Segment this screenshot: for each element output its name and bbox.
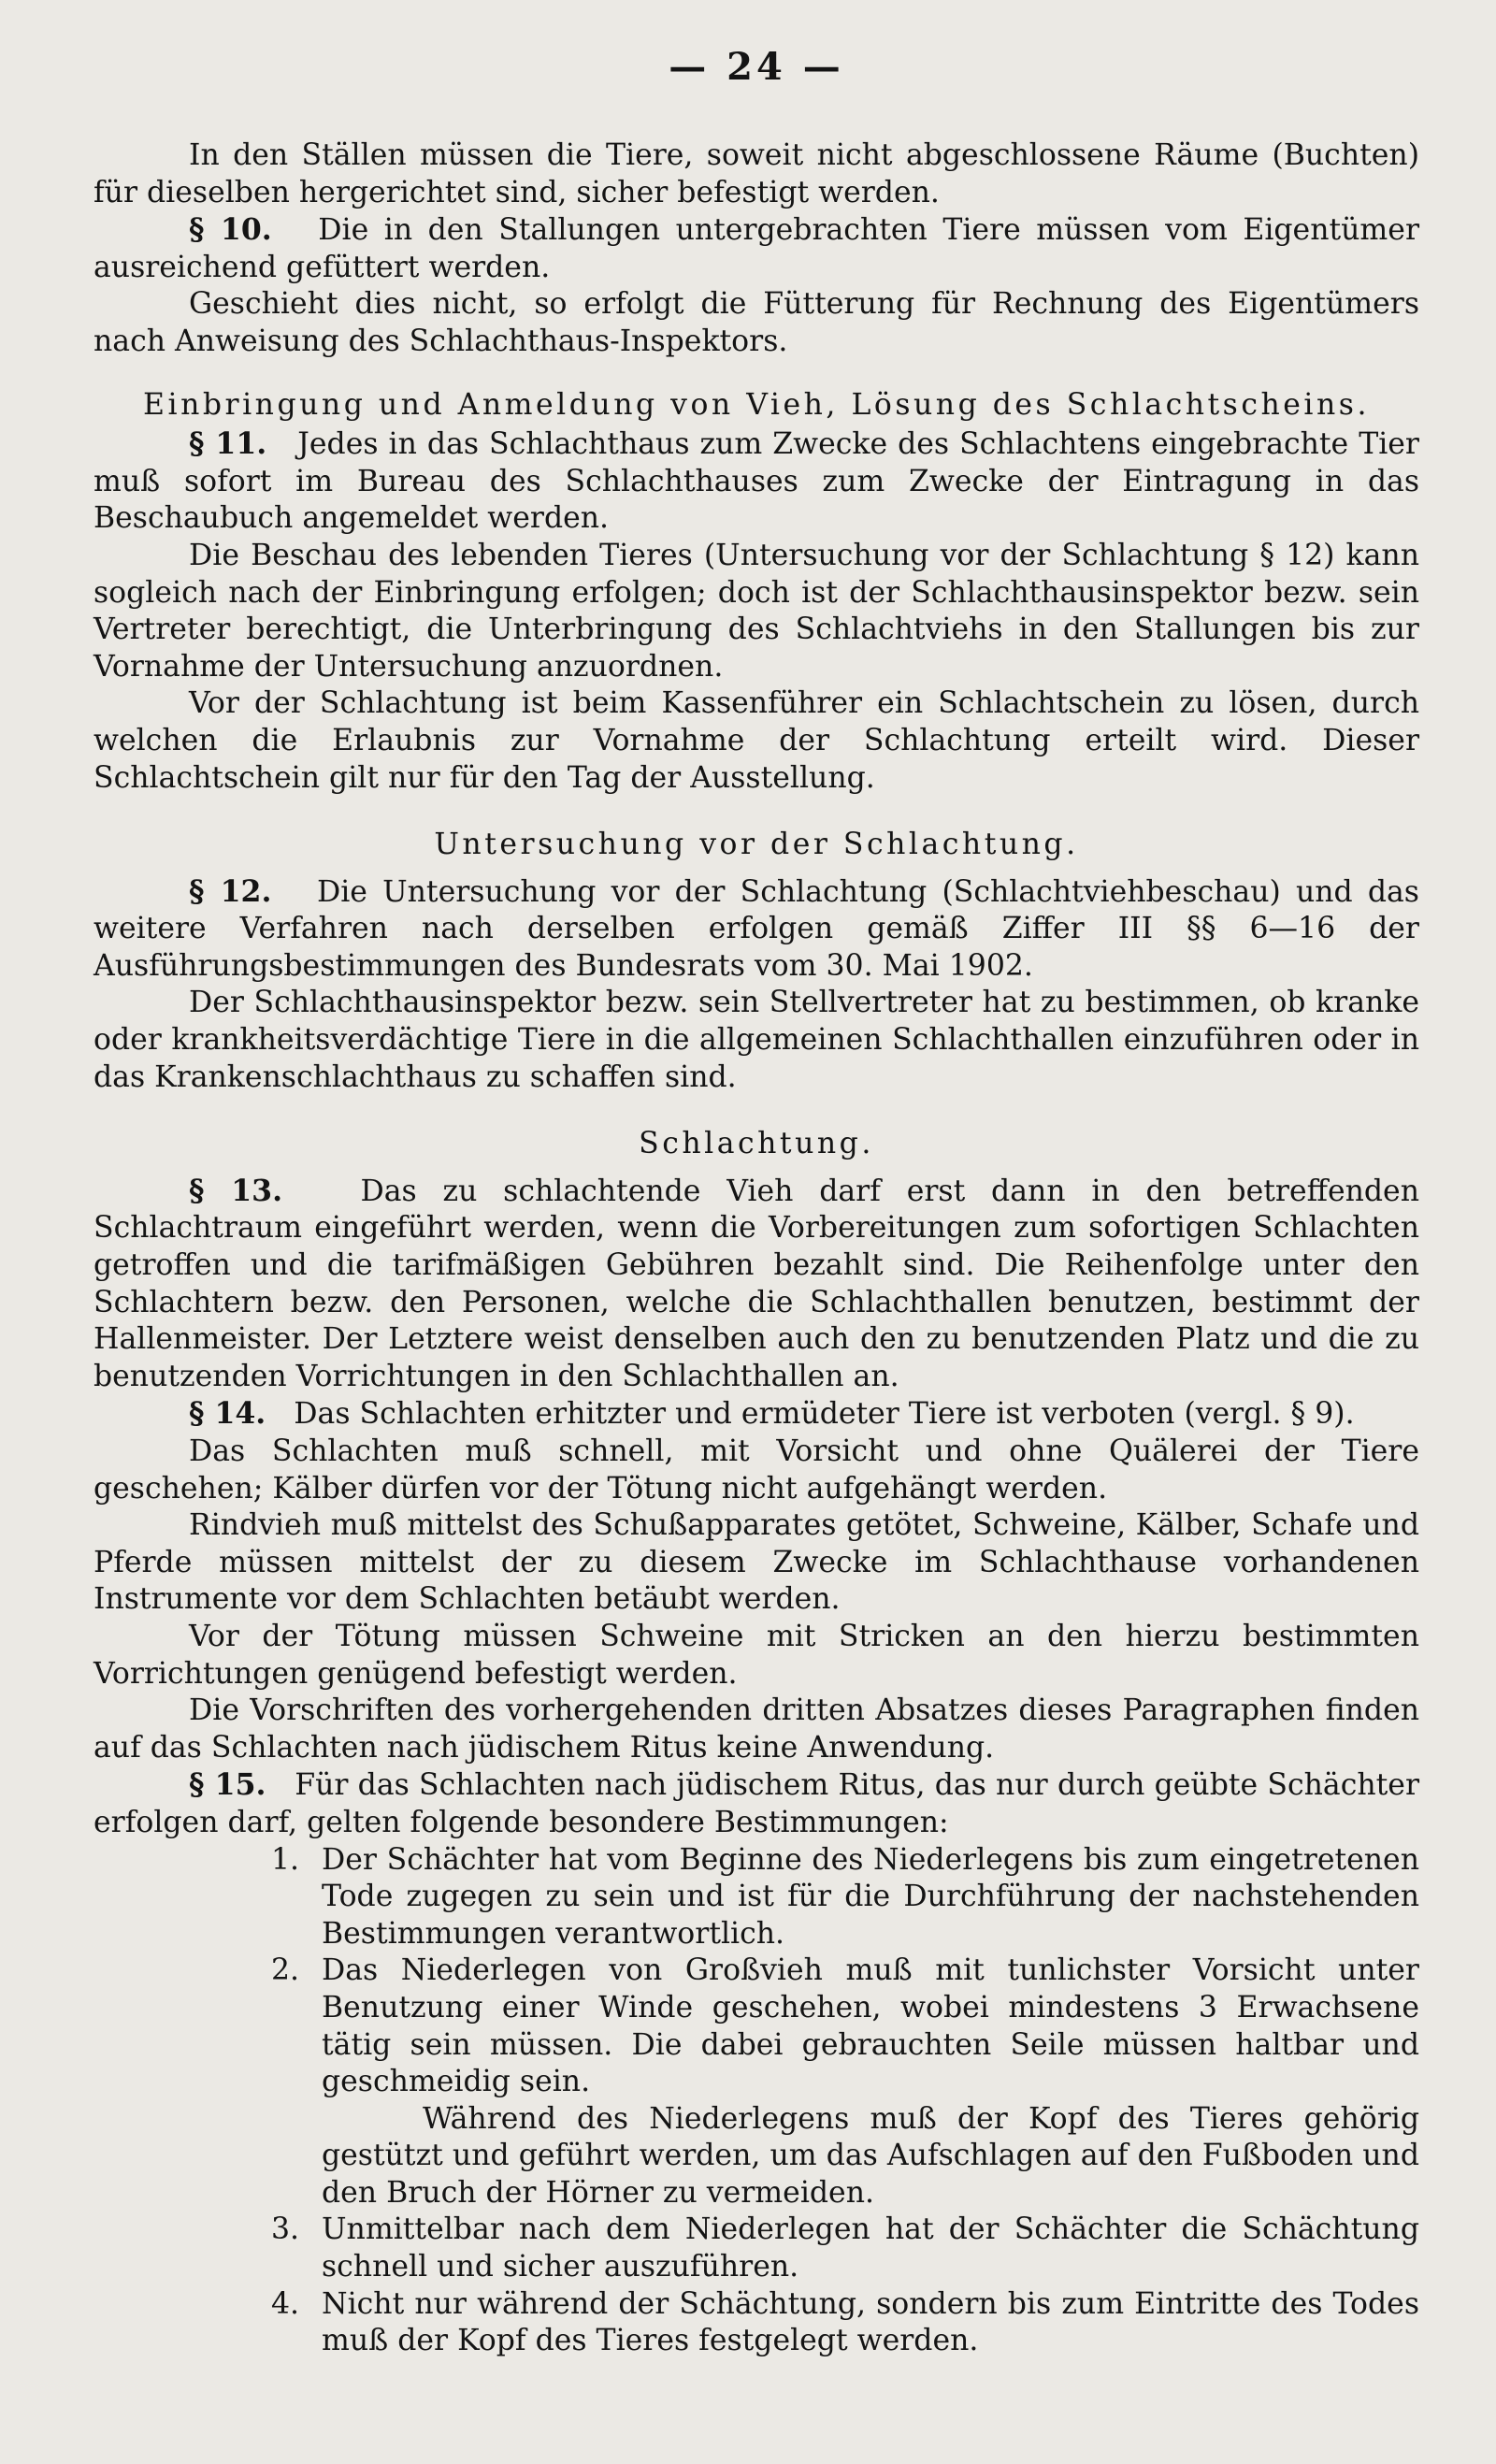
list-item xyxy=(271,2212,1419,2285)
document-body xyxy=(94,137,1419,2360)
paragraph-stalls: In den Ställen müssen die Tiere, soweit nicht abgeschlossene Räume (Buchten) für dieselben hergerichtet sind, sicher befestigt werden. xyxy=(94,138,1419,209)
heading-einbringung: Einbringung und Anmeldung von Vieh, Lösung des Schlachtscheins. xyxy=(143,387,1370,422)
section-14 xyxy=(94,1395,1419,1434)
heading-untersuchung: Untersuchung vor der Schlachtung. xyxy=(434,828,1079,862)
list-item-number: 2. xyxy=(271,1953,300,1988)
paragraph-schnell: Das Schlachten muß schnell, mit Vorsicht und ohne Quälerei der Tiere geschehen; Kälber dürfen vor der Tötung nicht aufgehängt werden. xyxy=(94,1434,1419,1506)
paragraph-schlachtschein: Vor der Schlachtung ist beim Kassenführer ein Schlachtschein zu lösen, durch welchen die Erlaubnis zur Vornahme der Schlachtung erteilt wird. Dieser Schlachtschein gilt nur für den Tag der Ausstellung. xyxy=(94,686,1419,795)
list-item xyxy=(271,1952,1419,2100)
section-number: § 12. xyxy=(189,873,272,909)
section-14-text: Das Schlachten erhitzter und ermüdeter Tiere ist verboten (vergl. § 9). xyxy=(294,1397,1355,1432)
section-12 xyxy=(94,873,1419,986)
list-item-subparagraph: Während des Niederlegens muß der Kopf des Tieres gehörig gestützt und geführt werden, um das Aufschlagen auf den Fußboden und den Bruch der Hörner zu vermeiden. xyxy=(322,2101,1419,2210)
section-11 xyxy=(94,425,1419,538)
list-item-text: Nicht nur während der Schächtung, sondern bis zum Eintritte des Todes muß der Kopf des Tieres festgelegt werden. xyxy=(322,2286,1419,2358)
list-item-number: 4. xyxy=(271,2286,300,2321)
paragraph-feeding: Geschieht dies nicht, so erfolgt die Fütterung für Rechnung des Eigentümers nach Anweisung des Schlachthaus-Inspektors. xyxy=(94,287,1419,358)
section-15-text: Für das Schlachten nach jüdischem Ritus, das nur durch geübte Schächter erfolgen darf, gelten folgende besondere Bestimmungen: xyxy=(94,1768,1420,1839)
section-number: § 15. xyxy=(189,1767,266,1803)
section-13 xyxy=(94,1173,1419,1396)
paragraph-beschau: Die Beschau des lebenden Tieres (Untersuchung vor der Schlachtung § 12) kann sogleich nach der Einbringung erfolgen; doch ist der Schlachthausinspektor bezw. sein Vertreter berechtigt, die Unterbringung des Schlachtviehs in den Stallungen bis zur Vornahme der Untersuchung anzuordnen. xyxy=(94,538,1419,684)
section-11-text: Jedes in das Schlachthaus zum Zwecke des Schlachtens eingebrachte Tier muß sofort im Bureau des Schlachthauses zum Zwecke der Eintragung in das Beschaubuch angemeldet werden. xyxy=(94,427,1419,536)
list-item-text: Unmittelbar nach dem Niederlegen hat der Schächter die Schächtung schnell und sicher auszuführen. xyxy=(322,2212,1419,2284)
list-item-text: Der Schächter hat vom Beginne des Niederlegens bis zum eingetretenen Tode zugegen zu sein und ist für die Durchführung der nachstehenden Bestimmungen verantwortlich. xyxy=(322,1842,1419,1951)
paragraph-schweine: Vor der Tötung müssen Schweine mit Stricken an den hierzu bestimmten Vorrichtungen genügend befestigt werden. xyxy=(94,1619,1419,1691)
section-12-text: Die Untersuchung vor der Schlachtung (Schlachtviehbeschau) und das weitere Verfahren nach derselben erfolgen gemäß Ziffer III §§ 6—16 der Ausführungsbestimmungen des Bundesrats vom 30. Mai 1902. xyxy=(94,874,1419,983)
paragraph-ritus-ausnahme: Die Vorschriften des vorhergehenden dritten Absatzes dieses Paragraphen finden auf das Schlachten nach jüdischem Ritus keine Anwendung. xyxy=(94,1693,1419,1765)
section-number: § 11. xyxy=(189,426,267,462)
list-item-number: 3. xyxy=(271,2212,300,2247)
list-item xyxy=(271,1842,1419,1953)
section-10-text: Die in den Stallungen untergebrachten Tiere müssen vom Eigentümer ausreichend gefüttert werden. xyxy=(94,213,1420,284)
section-number: § 14. xyxy=(189,1396,266,1432)
heading-schlachtung: Schlachtung. xyxy=(639,1127,874,1161)
page-number: — 24 — xyxy=(669,45,844,89)
section-number: § 10. xyxy=(189,212,272,248)
section-10 xyxy=(94,211,1419,286)
list-item xyxy=(271,2286,1419,2360)
list-item-number: 1. xyxy=(271,1842,300,1877)
section-number: § 13. xyxy=(189,1173,283,1208)
section-15 xyxy=(94,1766,1419,1841)
list-item-text: Das Niederlegen von Großvieh muß mit tunlichster Vorsicht unter Benutzung einer Winde geschehen, wobei mindestens 3 Erwachsene tätig sein müssen. Die dabei gebrauchten Seile müssen haltbar und geschmeidig sein. xyxy=(322,1953,1419,2099)
paragraph-inspektor: Der Schlachthausinspektor bezw. sein Stellvertreter hat zu bestimmen, ob kranke oder krankheitsverdächtige Tiere in die allgemeinen Schlachthallen einzuführen oder in das Krankenschlachthaus zu schaffen sind. xyxy=(94,986,1419,1094)
paragraph-schussapparat: Rindvieh muß mittelst des Schußapparates getötet, Schweine, Kälber, Schafe und Pferde müssen mittelst der zu diesem Zwecke im Schlachthause vorhandenen Instrumente vor dem Schlachten betäubt werden. xyxy=(94,1508,1419,1617)
section-13-text: Das zu schlachtende Vieh darf erst dann in den betreffenden Schlachtraum eingeführt werden, wenn die Vorbereitungen zum sofortigen Schlachten getroffen und die tarifmäßigen Gebühren bezahlt sind. Die Reihenfolge unter den Schlachtern bezw. den Personen, welche die Schlachthallen benutzen, bestimmt der Hallenmeister. Der Letztere weist denselben auch den zu benutzenden Platz und die zu benutzenden Vorrichtungen in den Schlachthallen an. xyxy=(94,1174,1419,1393)
